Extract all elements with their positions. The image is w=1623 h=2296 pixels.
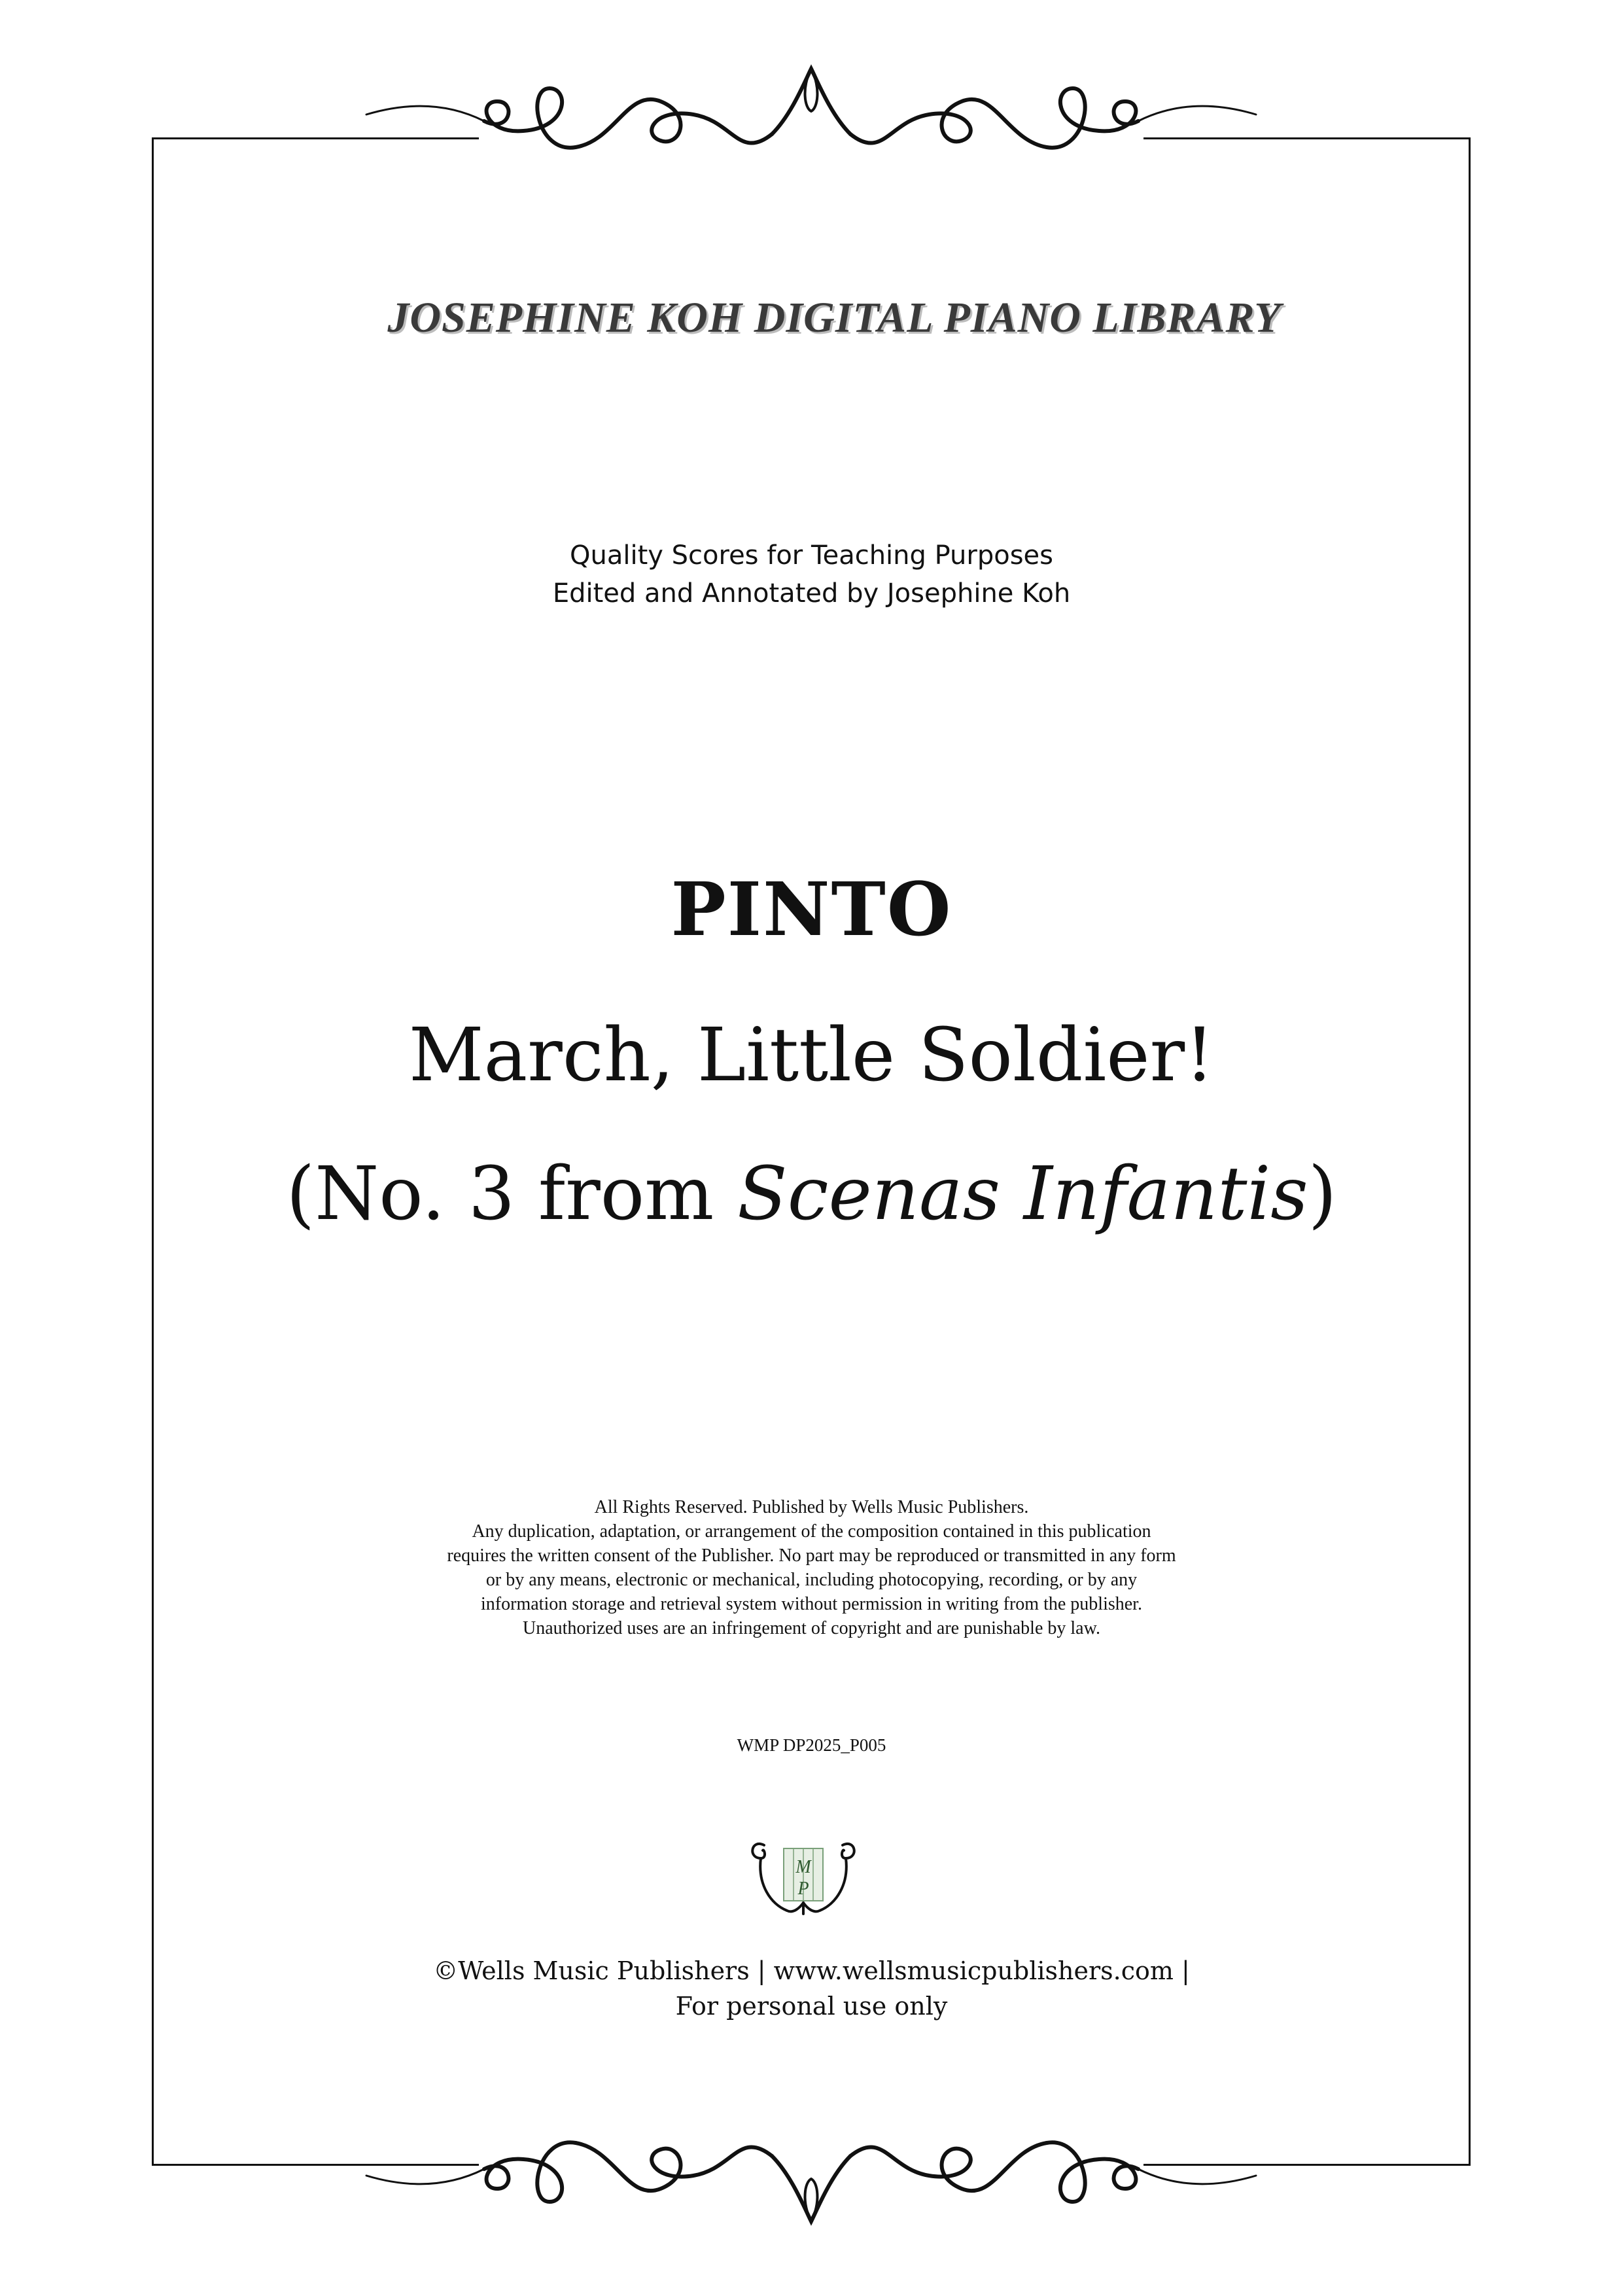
rights-line: Unauthorized uses are an infringement of copyright and are punishable by law. (523, 1618, 1100, 1638)
library-title: JOSEPHINE KOH DIGITAL PIANO LIBRARY (387, 294, 1282, 342)
bottom-flourish-ornament (353, 2097, 1269, 2228)
top-flourish-ornament (353, 62, 1269, 193)
piece-title: March, Little Soldier! (408, 1013, 1215, 1098)
piece-subtitle-suffix: ) (1308, 1152, 1337, 1237)
piece-subtitle-collection: Scenas Infantis (737, 1152, 1308, 1237)
composer-name: PINTO (671, 867, 952, 953)
rights-line: requires the written consent of the Publisher. No part may be reproduced or transmitted in any form (447, 1545, 1176, 1566)
rights-line: information storage and retrieval system without permission in writing from the publisher. (481, 1594, 1142, 1614)
footer-line-1: ©Wells Music Publishers | www.wellsmusicpublishers.com | (433, 1956, 1190, 1985)
publisher-logo-icon (738, 1826, 869, 1924)
rights-line: or by any means, electronic or mechanical, including photocopying, recording, or by any (485, 1570, 1138, 1590)
footer-line-2: For personal use only (675, 1992, 948, 2021)
rights-notice (0, 1495, 1623, 1640)
catalog-code: WMP DP2025_P005 (737, 1735, 886, 1755)
svg-text:P: P (797, 1879, 809, 1899)
subtitle-block (0, 537, 1623, 612)
rights-line: Any duplication, adaptation, or arrangement of the composition contained in this publication (472, 1521, 1151, 1542)
piece-subtitle (0, 1152, 1623, 1237)
subtitle-line-1: Quality Scores for Teaching Purposes (570, 540, 1053, 571)
svg-text:M: M (795, 1857, 811, 1877)
subtitle-line-2: Edited and Annotated by Josephine Koh (552, 578, 1071, 609)
footer (0, 1953, 1623, 2024)
rights-line: All Rights Reserved. Published by Wells Music Publishers. (594, 1497, 1029, 1517)
piece-subtitle-prefix: (No. 3 from (286, 1152, 737, 1237)
